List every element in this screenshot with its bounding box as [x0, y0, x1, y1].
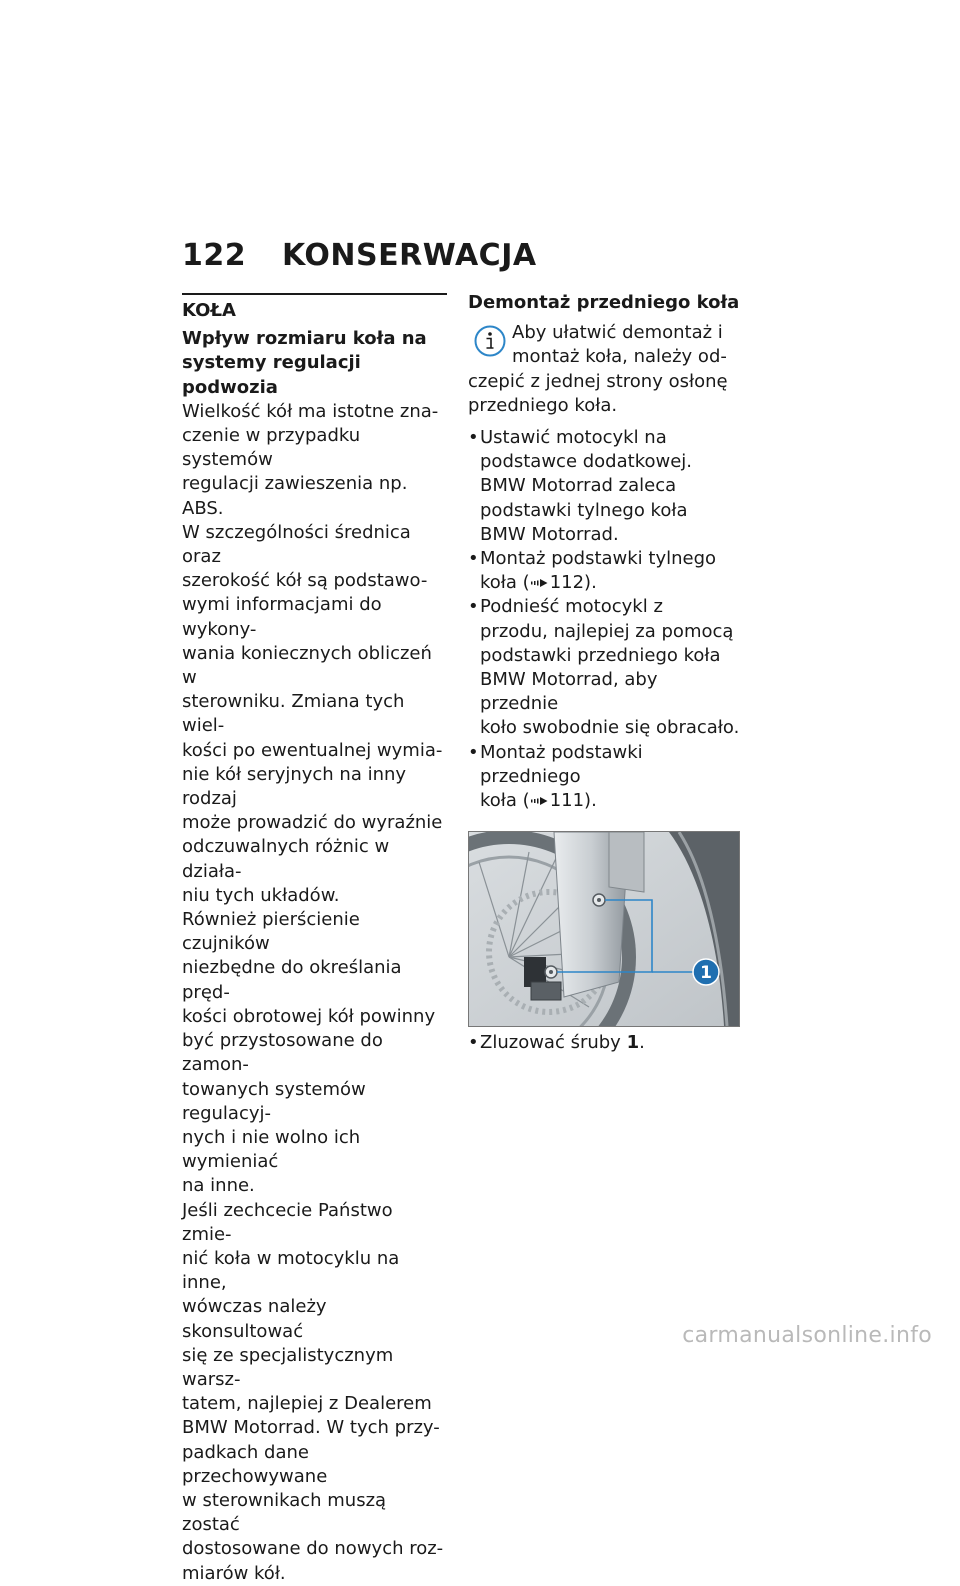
chapter-title: KONSERWACJA [282, 238, 537, 273]
callout-label: 1 [700, 963, 712, 984]
info-note: Aby ułatwić demontaż i montaż koła, należy od- czepić z jednej strony osłonę przedniego koła. [468, 322, 728, 416]
page-number: 122 [182, 238, 247, 273]
procedure-heading: Demontaż przedniego koła [468, 292, 740, 313]
paragraph-wheel-size: Wielkość kół ma istotne zna- czenie w przypadku systemów regulacji zawieszenia np. ABS. W szczególności średnica oraz szerokość kół są podstawo- wymi informacjami do wykony- wania koniecznych obliczeń w sterowniku. Zmiana tych wiel- kości po ewentualnej wymia- nie kół seryjnych na inny rodzaj może prowadzić do wyraźnie odczuwalnych różnic w działa- niu tych układów. [182, 400, 443, 906]
step-item: • Zluzować śruby 1. [468, 1031, 740, 1055]
procedure-steps [468, 426, 740, 813]
wheel-fork-photo [469, 832, 739, 1026]
page-reference-arrow-icon [531, 795, 549, 807]
procedure-steps-after-figure [468, 1031, 740, 1055]
page-ref-link[interactable]: 112 [549, 572, 585, 594]
left-column [182, 293, 447, 1586]
page-header [182, 238, 537, 273]
section-title: KOŁA [182, 300, 236, 321]
watermark: carmanualsonline.info [682, 1323, 932, 1348]
subheading: Wpływ rozmiaru koła na systemy regulacji podwozia [182, 328, 427, 398]
step-item: • Ustawić motocykl na podstawce dodatkowej. BMW Motorrad zaleca podstawki tylnego koła BMW Motorrad. [468, 426, 740, 547]
step-item: • Montaż podstawki tylnego koła ( 112). [468, 547, 740, 595]
right-column [468, 291, 740, 1055]
paragraph-dealer-advice: Jeśli zechcecie Państwo zmie- nić koła w motocyklu na inne, wówczas należy skonsultować się ze specjalistycznym warsz- tatem, najlepiej z Dealerem BMW Motorrad. W tych przy- padkach dane przechowywane w sterownikach muszą zostać dostosowane do nowych roz- miarów kół. [182, 1199, 444, 1584]
step-item: • Montaż podstawki przedniego koła ( 111). [468, 741, 740, 814]
info-icon [474, 325, 506, 357]
step-item: • Podnieść motocykl z przodu, najlepiej za pomocą podstawki przedniego koła BMW Motorrad, aby przednie koło swobodnie się obracało. [468, 595, 740, 740]
page-ref-link[interactable]: 111 [549, 790, 585, 812]
paragraph-sensor-rings: Również pierścienie czujników niezbędne do określania pręd- kości obrotowej kół powinny być przystosowane do zamon- towanych systemów regulacyj- nych i nie wolno ich wymieniać na inne. [182, 909, 436, 1197]
page-reference-arrow-icon [531, 577, 549, 589]
fork-bolts-illustration [468, 831, 740, 1027]
section-rule [182, 293, 447, 295]
